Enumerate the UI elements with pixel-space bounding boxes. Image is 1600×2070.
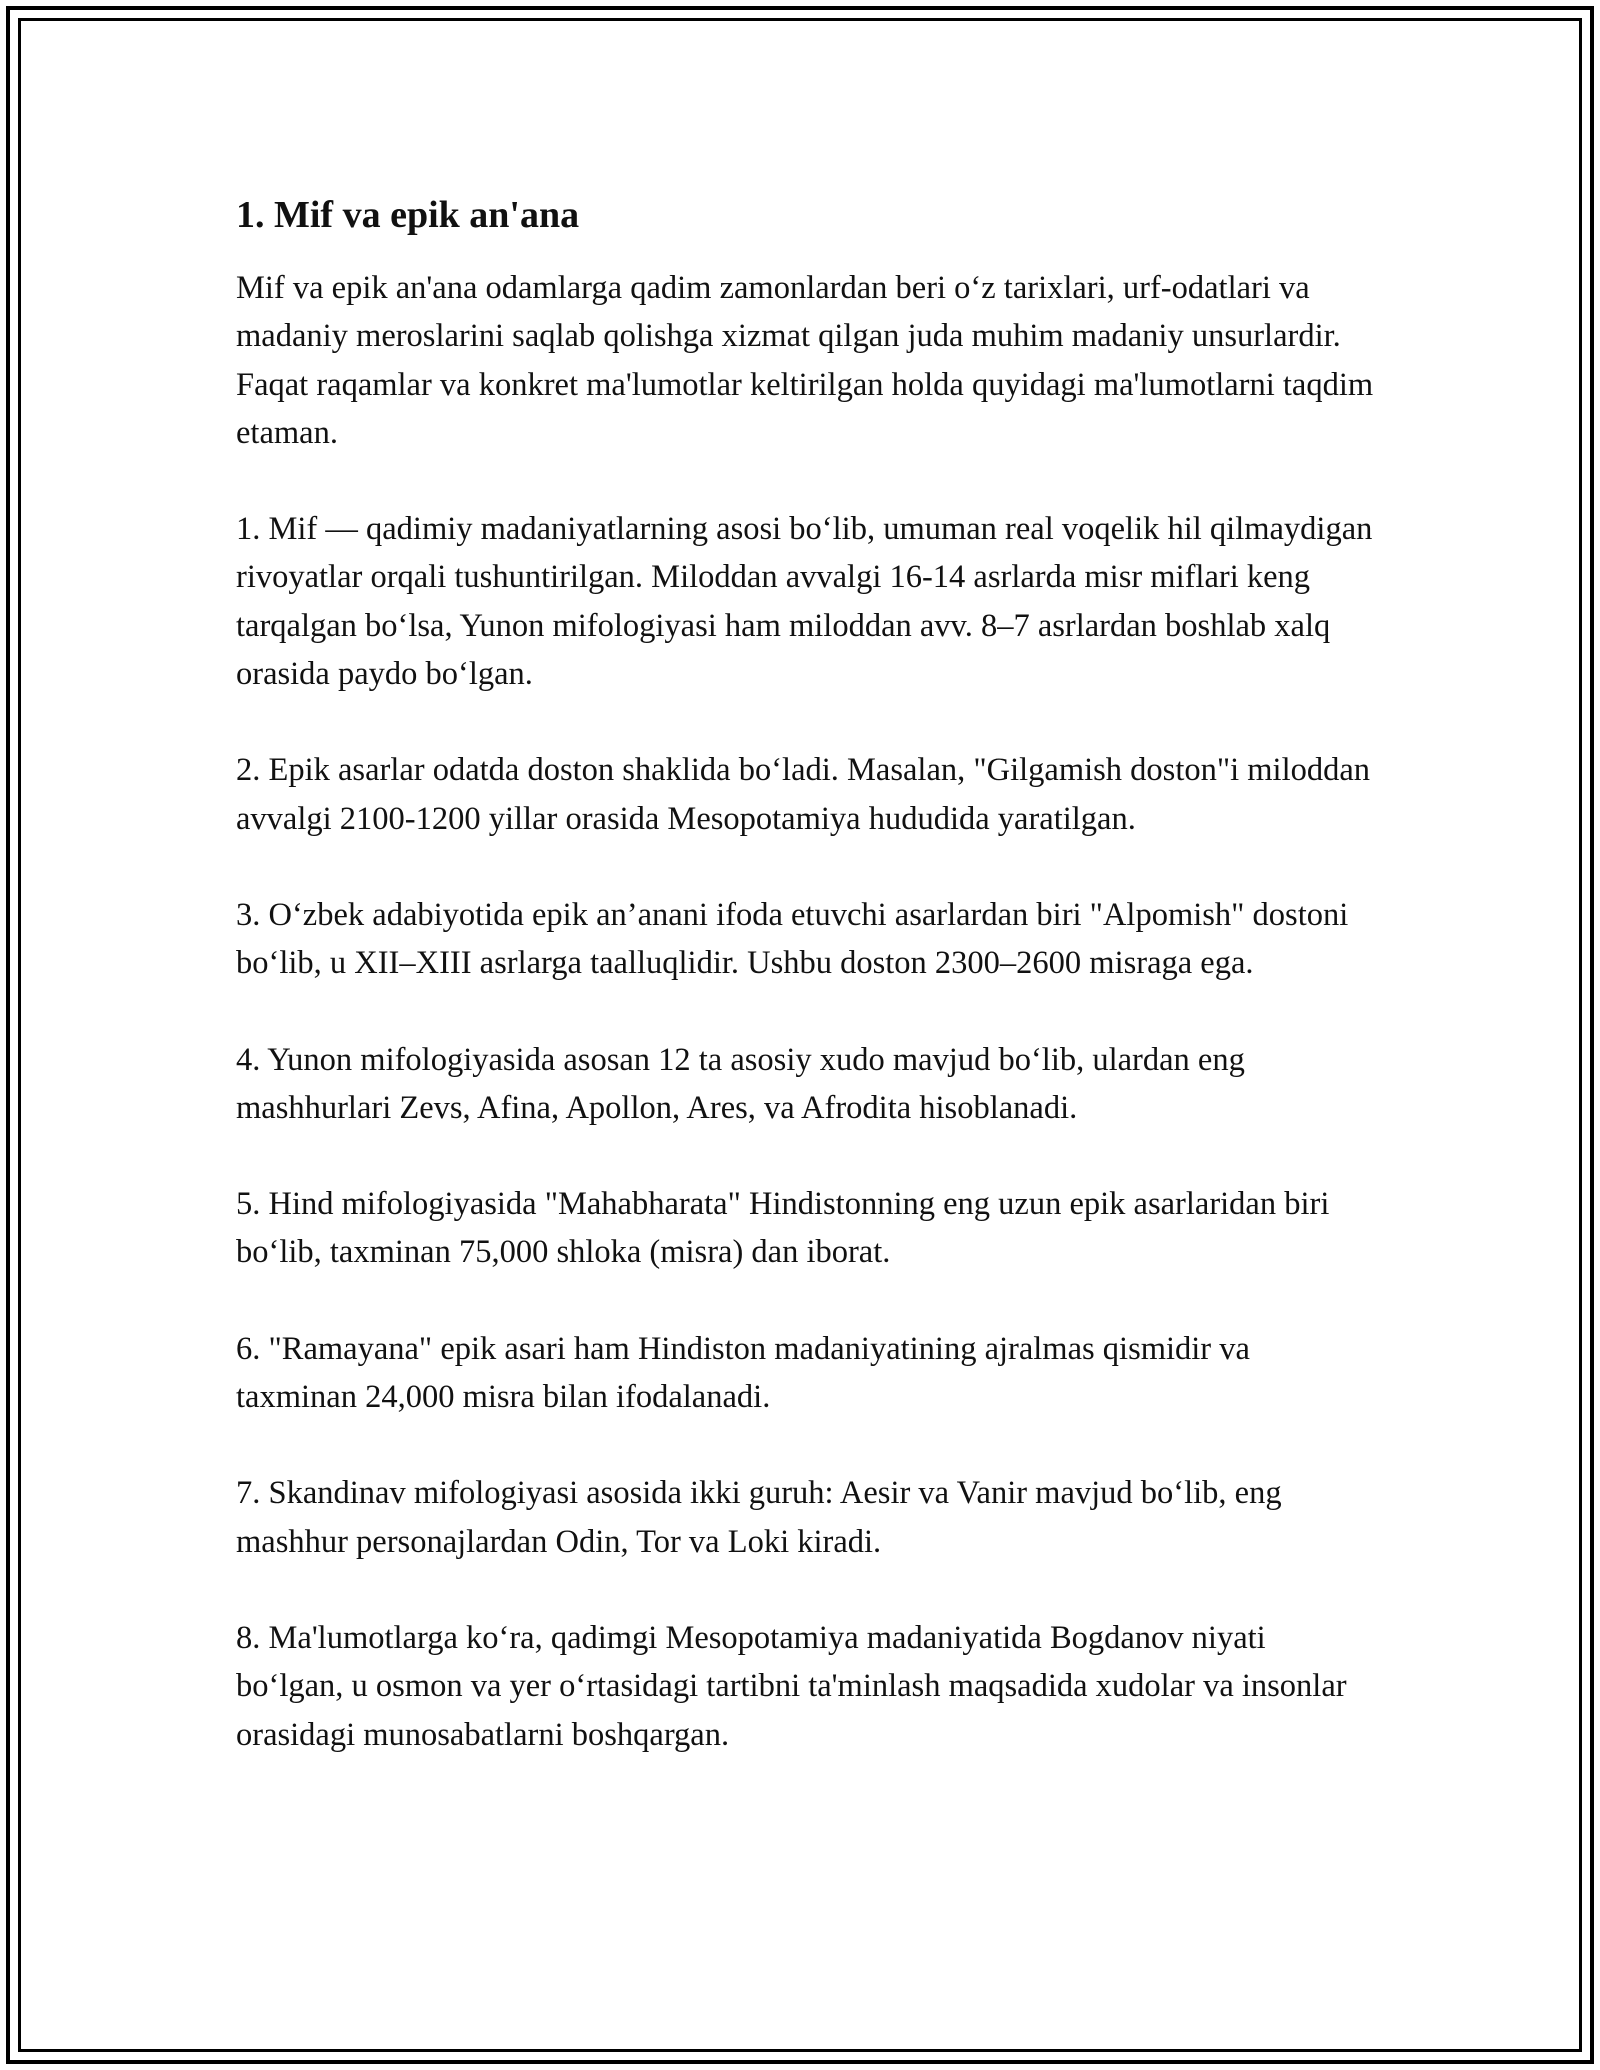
section-title: 1. Mif va epik an'ana bbox=[236, 194, 580, 236]
list-item-1: 1. Mif — qadimiy madaniyatlarning asosi bo‘lib, umuman real voqelik hil qilmaydigan rivoyatlar orqali tushuntirilgan. Miloddan avvalgi 16-14 asrlarda misr miflari keng tarqalgan bo‘lsa, Yunon mifologiyasi ham miloddan avv. 8–7 asrlardan boshlab xalq orasida paydo bo‘lgan. bbox=[236, 511, 1373, 693]
intro-paragraph: Mif va epik an'ana odamlarga qadim zamonlardan beri o‘z tarixlari, urf-odatlari va madaniy meroslarini saqlab qolishga xizmat qilgan juda muhim madaniy unsurlardir. Faqat raqamlar va konkret ma'lumotlar keltirilgan holda quyidagi ma'lumotlarni taqdim etaman. bbox=[236, 270, 1374, 451]
list-item-3: 3. O‘zbek adabiyotida epik an’anani ifoda etuvchi asarlardan biri "Alpomish" dostoni bo‘lib, u XII–XIII asrlarga taalluqlidir. Ushbu doston 2300–2600 misraga ega. bbox=[236, 896, 1349, 982]
list-item-7: 7. Skandinav mifologiyasi asosida ikki guruh: Aesir va Vanir mavjud bo‘lib, eng mashhur personajlardan Odin, Tor va Loki kiradi. bbox=[236, 1475, 1282, 1560]
list-item-6: 6. "Ramayana" epik asari ham Hindiston madaniyatining ajralmas qismidir va taxminan 24,000 misra bilan ifodalanadi. bbox=[236, 1330, 1250, 1416]
list-item-8: 8. Ma'lumotlarga ko‘ra, qadimgi Mesopotamiya madaniyatida Bogdanov niyati bo‘lgan, u osmon va yer o‘rtasidagi tartibni ta'minlash maqsadida xudolar va insonlar orasidagi munosabatlarni boshqargan. bbox=[236, 1619, 1347, 1753]
list-item-5: 5. Hind mifologiyasida "Mahabharata" Hindistonning eng uzun epik asarlaridan biri bo‘lib, taxminan 75,000 shloka (misra) dan iborat. bbox=[236, 1186, 1330, 1271]
list-item-2: 2. Epik asarlar odatda doston shaklida bo‘ladi. Masalan, "Gilgamish doston"i miloddan avvalgi 2100-1200 yillar orasida Mesopotamiya hududida yaratilgan. bbox=[236, 752, 1371, 837]
list-item-4: 4. Yunon mifologiyasida asosan 12 ta asosiy xudo mavjud bo‘lib, ulardan eng mashhurlari Zevs, Afina, Apollon, Ares, va Afrodita hisoblanadi. bbox=[236, 1041, 1245, 1126]
document-body bbox=[236, 188, 1376, 1807]
